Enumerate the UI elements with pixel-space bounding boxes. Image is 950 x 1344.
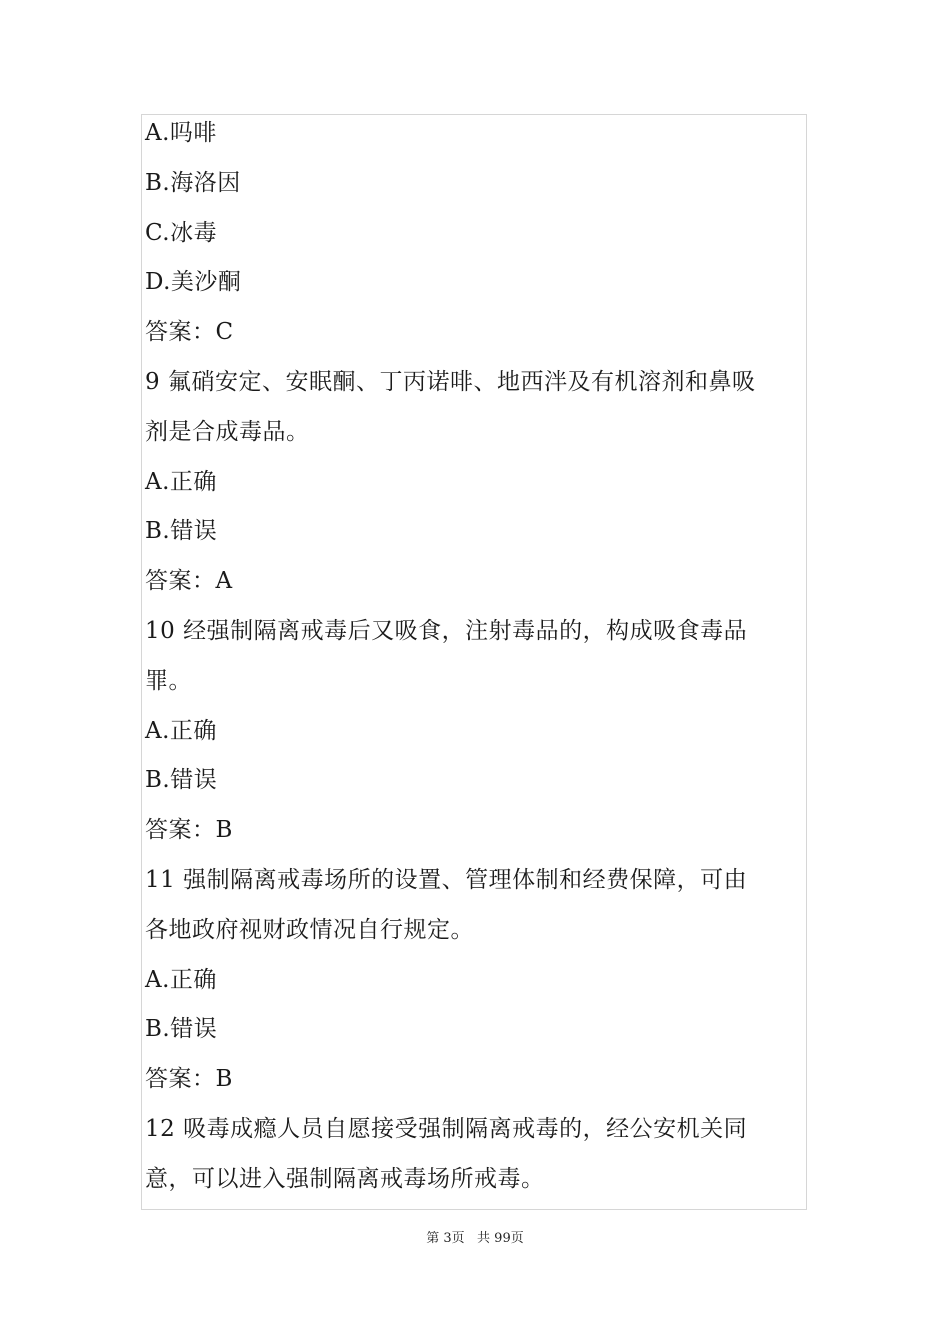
question-11-line-1: 11 强制隔离戒毒场所的设置、管理体制和经费保障，可由	[145, 866, 748, 893]
question-10-option-b: B.错误	[145, 767, 218, 794]
question-9-option-a: A.正确	[145, 468, 217, 495]
answer-11: 答案：B	[145, 1066, 233, 1093]
question-9-line-2: 剂是合成毒品。	[145, 418, 310, 445]
answer-8: 答案：C	[145, 319, 234, 346]
document-body	[145, 109, 807, 1205]
question-10-line-1: 10 经强制隔离戒毒后又吸食，注射毒品的，构成吸食毒品	[145, 617, 748, 644]
question-11-line-2: 各地政府视财政情况自行规定。	[145, 916, 474, 943]
option-a: A.吗啡	[145, 120, 217, 146]
question-9-line-1: 9 氟硝安定、安眠酮、丁丙诺啡、地西泮及有机溶剂和鼻吸	[145, 368, 756, 395]
option-c: C.冰毒	[145, 219, 218, 246]
question-11-option-b: B.错误	[145, 1016, 218, 1043]
question-9-option-b: B.错误	[145, 518, 218, 545]
question-12-line-1: 12 吸毒成瘾人员自愿接受强制隔离戒毒的，经公安机关同	[145, 1115, 748, 1142]
answer-9: 答案：A	[145, 568, 233, 595]
page-number: 第 3页 共 99页	[426, 1231, 524, 1246]
question-12-line-2: 意，可以进入强制隔离戒毒场所戒毒。	[145, 1165, 545, 1192]
page-footer	[0, 1227, 950, 1246]
question-11-option-a: A.正确	[145, 966, 217, 993]
option-b: B.海洛因	[145, 169, 241, 196]
answer-10: 答案：B	[145, 817, 233, 844]
option-d: D.美沙酮	[145, 269, 242, 296]
question-10-line-2: 罪。	[145, 667, 192, 694]
question-10-option-a: A.正确	[145, 717, 217, 744]
